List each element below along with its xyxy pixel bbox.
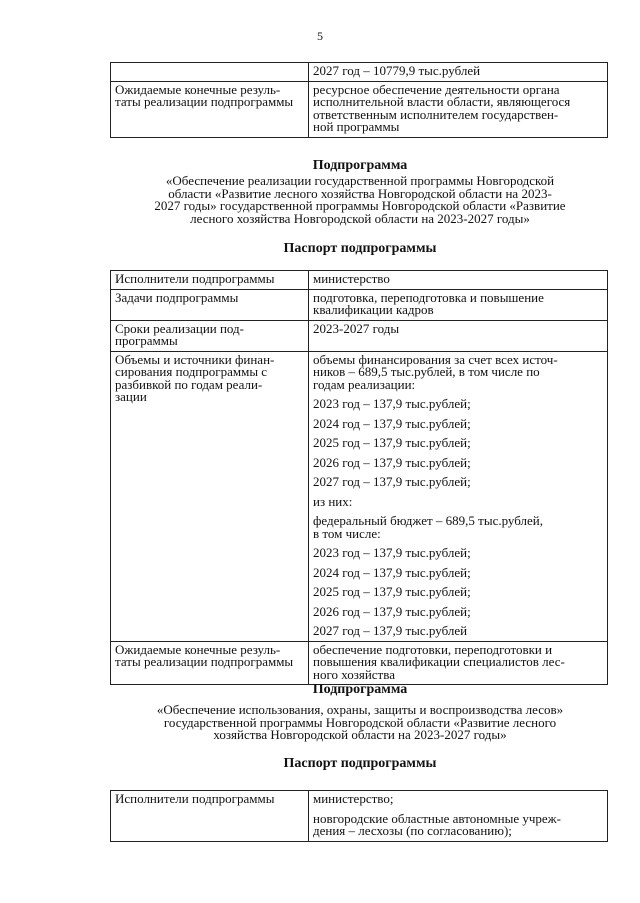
row-value-paragraph — [313, 415, 603, 431]
passport-table-subprogram-3 — [110, 790, 608, 842]
row-label-cell — [111, 289, 309, 320]
row-value-line: 2025 год – 137,9 тыс.рублей; — [313, 435, 471, 450]
row-value-paragraph — [313, 351, 603, 392]
row-value-line: ников – 689,5 тыс.рублей, в том числе по — [313, 364, 540, 379]
row-value-line: новгородские областные автономные учреж- — [313, 810, 561, 826]
row-value-paragraph — [313, 81, 603, 134]
row-value-paragraph — [313, 625, 603, 638]
row-value-line: дения – лесхозы (по согласованию); — [313, 823, 512, 838]
row-value-cell — [309, 641, 608, 685]
row-value-line: из них: — [313, 493, 353, 509]
row-label-line: Объемы и источники финан- — [115, 351, 275, 367]
row-label-line: Сроки реализации под- — [115, 320, 245, 336]
passport-table-subprogram-2 — [110, 270, 608, 685]
row-label-line: Исполнители подпрограммы — [115, 791, 275, 806]
row-value-paragraph — [313, 289, 603, 317]
row-value-line: 2024 год – 137,9 тыс.рублей; — [313, 415, 471, 431]
row-value-cell — [309, 63, 608, 82]
table-row — [111, 81, 608, 137]
row-value-line: ного хозяйства — [313, 666, 395, 682]
passport-table-continuation — [110, 62, 608, 138]
table-row — [111, 791, 608, 842]
row-value-line: 2025 год – 137,9 тыс.рублей; — [313, 584, 471, 599]
row-value-line: ответственным исполнителем государствен- — [313, 106, 559, 122]
row-value-paragraph — [313, 454, 603, 470]
table-row — [111, 271, 608, 290]
row-value-line: министерство — [313, 271, 390, 286]
table-row — [111, 641, 608, 685]
subtitle-line: государственной программы Новгородской области «Развитие лесного — [163, 714, 557, 730]
row-label-line: сирования подпрограммы с — [115, 364, 268, 379]
subprogram-3-title: Подпрограмма — [312, 682, 408, 697]
row-value-line: ной программы — [313, 119, 400, 134]
row-label-line: таты реализации подпрограммы — [115, 94, 294, 109]
row-label-line: зации — [115, 389, 147, 404]
row-label-line: Ожидаемые конечные резуль- — [115, 641, 281, 657]
row-label-cell — [111, 63, 309, 82]
row-value-line: 2026 год – 137,9 тыс.рублей; — [313, 603, 471, 619]
row-value-paragraph — [313, 564, 603, 580]
row-value-line: 2023 год – 137,9 тыс.рублей; — [313, 545, 471, 560]
row-value-line: министерство; — [313, 791, 394, 806]
table-row — [111, 351, 608, 641]
row-value-line: в том числе: — [313, 525, 381, 541]
row-value-paragraph — [313, 547, 603, 560]
row-label-line: Исполнители подпрограммы — [115, 271, 275, 286]
row-value-cell — [309, 351, 608, 641]
row-value-cell — [309, 289, 608, 320]
subprogram-2-passport-title: Паспорт подпрограммы — [283, 241, 437, 256]
row-value-line: 2024 год – 137,9 тыс.рублей; — [313, 564, 471, 580]
row-label-cell — [111, 791, 309, 842]
row-value-line: объемы финансирования за счет всех источ- — [313, 351, 558, 367]
row-value-paragraph — [313, 437, 603, 450]
page-number: 5 — [317, 29, 323, 43]
row-label-line: Задачи подпрограммы — [115, 289, 239, 305]
row-value-paragraph — [313, 603, 603, 619]
subtitle-line: «Обеспечение реализации государственной программы Новгородской — [165, 173, 555, 188]
row-value-paragraph — [313, 320, 603, 336]
row-label-cell — [111, 320, 309, 351]
row-value-line: ресурсное обеспечение деятельности органа — [313, 81, 560, 97]
row-value-line: подготовка, переподготовка и повышение — [313, 289, 544, 305]
subprogram-2-title: Подпрограмма — [312, 158, 408, 173]
row-value-line: годам реализации: — [313, 376, 416, 392]
row-value-paragraph — [313, 793, 603, 806]
row-value-cell — [309, 271, 608, 290]
row-value-paragraph — [313, 515, 603, 540]
row-label-line: программы — [115, 333, 178, 348]
subtitle-line: хозяйства Новгородской области на 2023-2027 годы» — [213, 727, 507, 742]
row-value-paragraph — [313, 273, 603, 286]
row-label-line: таты реализации подпрограммы — [115, 654, 294, 669]
row-value-line: квалификации кадров — [313, 302, 434, 317]
row-value-line: 2027 год – 10779,9 тыс.рублей — [313, 63, 481, 78]
row-value-line: повышения квалификации специалистов лес- — [313, 654, 565, 669]
row-label-cell — [111, 351, 309, 641]
row-value-paragraph — [313, 65, 603, 78]
table-row — [111, 320, 608, 351]
row-value-paragraph — [313, 476, 603, 489]
row-value-paragraph — [313, 586, 603, 599]
row-value-paragraph — [313, 810, 603, 838]
row-label-line: Ожидаемые конечные резуль- — [115, 81, 281, 97]
table-row — [111, 289, 608, 320]
subtitle-line: «Обеспечение использования, охраны, защиты и воспроизводства лесов» — [156, 702, 564, 717]
row-value-line: федеральный бюджет – 689,5 тыс.рублей, — [313, 513, 543, 528]
subtitle-line: области «Развитие лесного хозяйства Новгородской области на 2023- — [168, 185, 552, 201]
table-row — [111, 63, 608, 82]
subtitle-line: лесного хозяйства Новгородской области на 2023-2027 годы» — [190, 210, 530, 226]
row-label-line: разбивкой по годам реали- — [115, 376, 263, 392]
row-label-cell — [111, 81, 309, 137]
row-value-cell — [309, 791, 608, 842]
row-value-cell — [309, 81, 608, 137]
row-value-line: 2023 год – 137,9 тыс.рублей; — [313, 396, 471, 411]
subtitle-line: 2027 годы» государственной программы Новгородской области «Развитие — [154, 198, 566, 213]
row-value-paragraph — [313, 641, 603, 682]
row-value-paragraph — [313, 398, 603, 411]
subprogram-3-passport-title: Паспорт подпрограммы — [283, 756, 437, 771]
row-value-paragraph — [313, 493, 603, 509]
row-label-cell — [111, 271, 309, 290]
row-value-cell — [309, 320, 608, 351]
subprogram-3-subtitle — [90, 704, 630, 742]
row-value-line: исполнительной власти области, являющегося — [313, 94, 571, 109]
row-value-line: 2023-2027 годы — [313, 320, 400, 336]
subprogram-2-subtitle — [90, 175, 630, 225]
row-value-line: 2027 год – 137,9 тыс.рублей; — [313, 474, 471, 489]
row-value-line: 2026 год – 137,9 тыс.рублей; — [313, 454, 471, 470]
row-value-line: 2027 год – 137,9 тыс.рублей — [313, 623, 468, 638]
row-label-cell — [111, 641, 309, 685]
row-value-line: обеспечение подготовки, переподготовки и — [313, 641, 553, 657]
